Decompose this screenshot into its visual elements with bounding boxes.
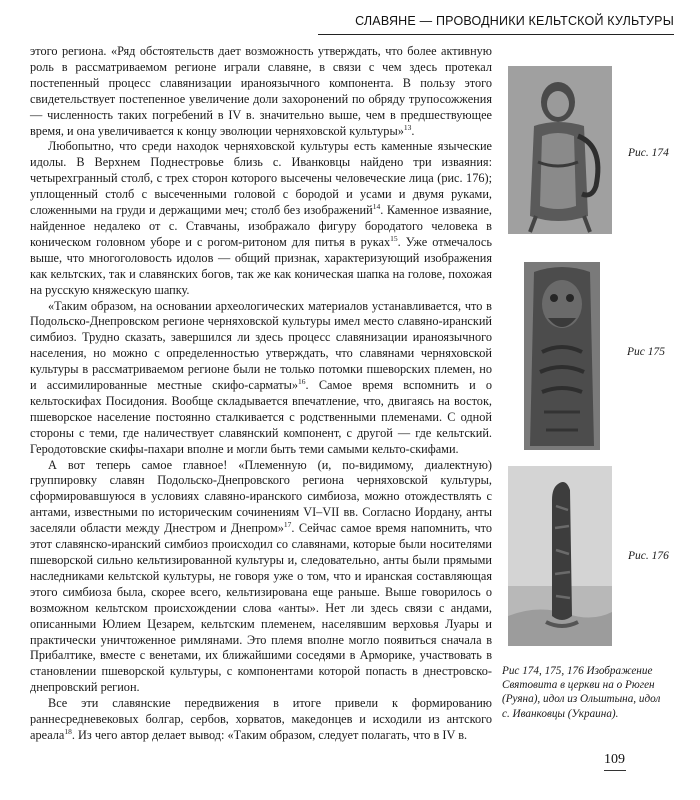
paragraph-1 <box>30 44 492 139</box>
paragraph-1-text: этого региона. «Ряд обстоятельств дает возможность утверждать, что более активную роль в рассматриваемом регионе играли славяне, в связи с чем здесь протекал постепенный процесс славянизации ираноязычного компонента. В пользу этого свидетельствует постепенное увеличение доли захоронений по обряду трупосожжения — численность таких погребений в IV в. значительно выше, чем в предшествующее время, и она увеличивается к концу эволюции черняховской культуры» <box>30 44 492 138</box>
figure-174-image <box>508 66 612 234</box>
paragraph-2-text-c: . Уже отмечалось выше, что многоголовость идолов — общий признак, характеризующий изображения как кельтских, так и славянских богов, так же как коническая шапка на голове, похожая на русскую княжескую шапку. <box>30 234 492 297</box>
figure-176-photo <box>508 466 612 646</box>
caption-line-2: Святовита в церкви на о Рюген <box>502 679 655 692</box>
page-number: 109 <box>604 752 625 767</box>
footnote-ref-13: 13 <box>403 122 412 132</box>
figure-174-label: Рис. 174 <box>628 147 669 159</box>
figure-174-photo <box>508 66 612 234</box>
footnote-ref-18: 18 <box>64 726 72 736</box>
caption-line-1: Рис 174, 175, 176 Изображение <box>502 665 653 677</box>
paragraph-4-text: А вот теперь самое главное! «Племенную (и, по-видимому, диалектную) группировку славян Подольско-Днепровского региона черняховской культуры, сформировавшуюся в условиях славяно-иранского симбиоза, можно отождествлять с антами, известными по историческим сочинениям VI–VII вв. Согласно Иордану, анты заселяли области между Днестром и Днепром» <box>30 457 492 536</box>
footnote-ref-14: 14 <box>372 201 381 211</box>
paragraph-5-text: Все эти славянские передвижения в итоге привели к формированию раннесредневековых болгар, сербов, хорватов, македонцев и исходили из антского ареала <box>30 696 492 742</box>
running-header: СЛАВЯНЕ — ПРОВОДНИКИ КЕЛЬТСКОЙ КУЛЬТУРЫ <box>355 14 674 28</box>
figure-176-label: Рис. 176 <box>628 550 669 562</box>
paragraph-4-text-b: . Сейчас самое время напомнить, что этот славянско-иранский симбиоз происходил со славянами, которые были носителями пшеворской сильно кельтизированной культуры и, следовательно, анты были прямыми наследниками кельтской культуры, не говоря уже о том, что и иранская составляющая этого симбиоза была, скорее всего, кельтизирована еще раньше. Выше говорилось о возможном кельтском происхождении слова «анты». Нет ли здесь связи с андами, описанными Юлием Цезарем, кельтским племенем, населявшим верховья Луары и практически уничтоженное римлянами. Это племя вполне могло появиться сначала в Прибалтике, вместе с венетами, их ближайшими соседями в Арморике, участвовать в становлении пшеворской культуры, с компонентами которой попасть в днестровско-днепровский регион. <box>30 521 492 695</box>
figure-175-label: Рис 175 <box>627 346 666 358</box>
paragraph-5 <box>30 696 492 744</box>
footnote-ref-16: 16 <box>298 376 306 386</box>
paragraph-2-text: Любопытно, что среди находок черняховской культуры есть каменные языческие идолы. В Верхнем Поднестровье близь с. Иванковцы найдено три изваяния: четырехгранный столб, с трех сторон которого высечены человеческие лица (рис. 176); уплощенный столб с высеченными головой с бородой и усами и двумя руками, сложенными на груди и держащими меч; столб без изображений <box>30 139 492 218</box>
caption-line-3: (Руяна), идол из Ольштына, идол <box>502 693 661 706</box>
figure-caption <box>502 664 682 721</box>
body-text <box>30 44 492 744</box>
caption-line-4: с. Иванковцы (Украина). <box>502 707 619 720</box>
paragraph-4 <box>30 458 492 697</box>
footnote-ref-17: 17 <box>283 520 292 530</box>
paragraph-3-text-b: . Самое время вспомнить и о кельтоскифах Посидония. Вообще складывается впечатление, что, двигаясь на восток, пшеворское население постоянно сталкивается с родственными племенами. С одной стороны с теми, где наличествует славянский компонент, с другой — где кельтский. Геродотовские скифы-пахари вполне и могли быть теми самыми кельто-скифами. <box>30 378 492 456</box>
paragraph-2-text-b: . Каменное изваяние, найденное недалеко от с. Ставчаны, изображало фигуру бородатого человека в коническом головном уборе и с рогом-ритоном для питья в руках <box>30 203 492 249</box>
paragraph-2 <box>30 139 492 298</box>
figure-176-image <box>508 466 612 646</box>
figure-175-photo <box>524 262 600 450</box>
paragraph-3 <box>30 299 492 458</box>
figure-175-image <box>524 262 600 450</box>
header-rule <box>318 34 674 35</box>
paragraph-5-text-b: . Из чего автор делает вывод: «Таким образом, следует полагать, что в IV в. <box>71 727 468 742</box>
page-number-rule <box>604 770 626 771</box>
paragraph-1-tail: . <box>411 123 415 138</box>
paragraph-3-text: «Таким образом, на основании археологических материалов устанавливается, что в Подольско-Днепровском регионе черняховской культуры имел место славяно-иранский симбиоз. Трудно сказать, завершился ли здесь процесс славянизации ираноязычного населения, но можно с определенностью утверждать, что славянами черняховской культуры в рассматриваемом регионе были не только потомки пшеворских племен, но и ассимилированные местные скифо-сарматы» <box>30 298 492 393</box>
footnote-ref-15: 15 <box>390 233 398 243</box>
